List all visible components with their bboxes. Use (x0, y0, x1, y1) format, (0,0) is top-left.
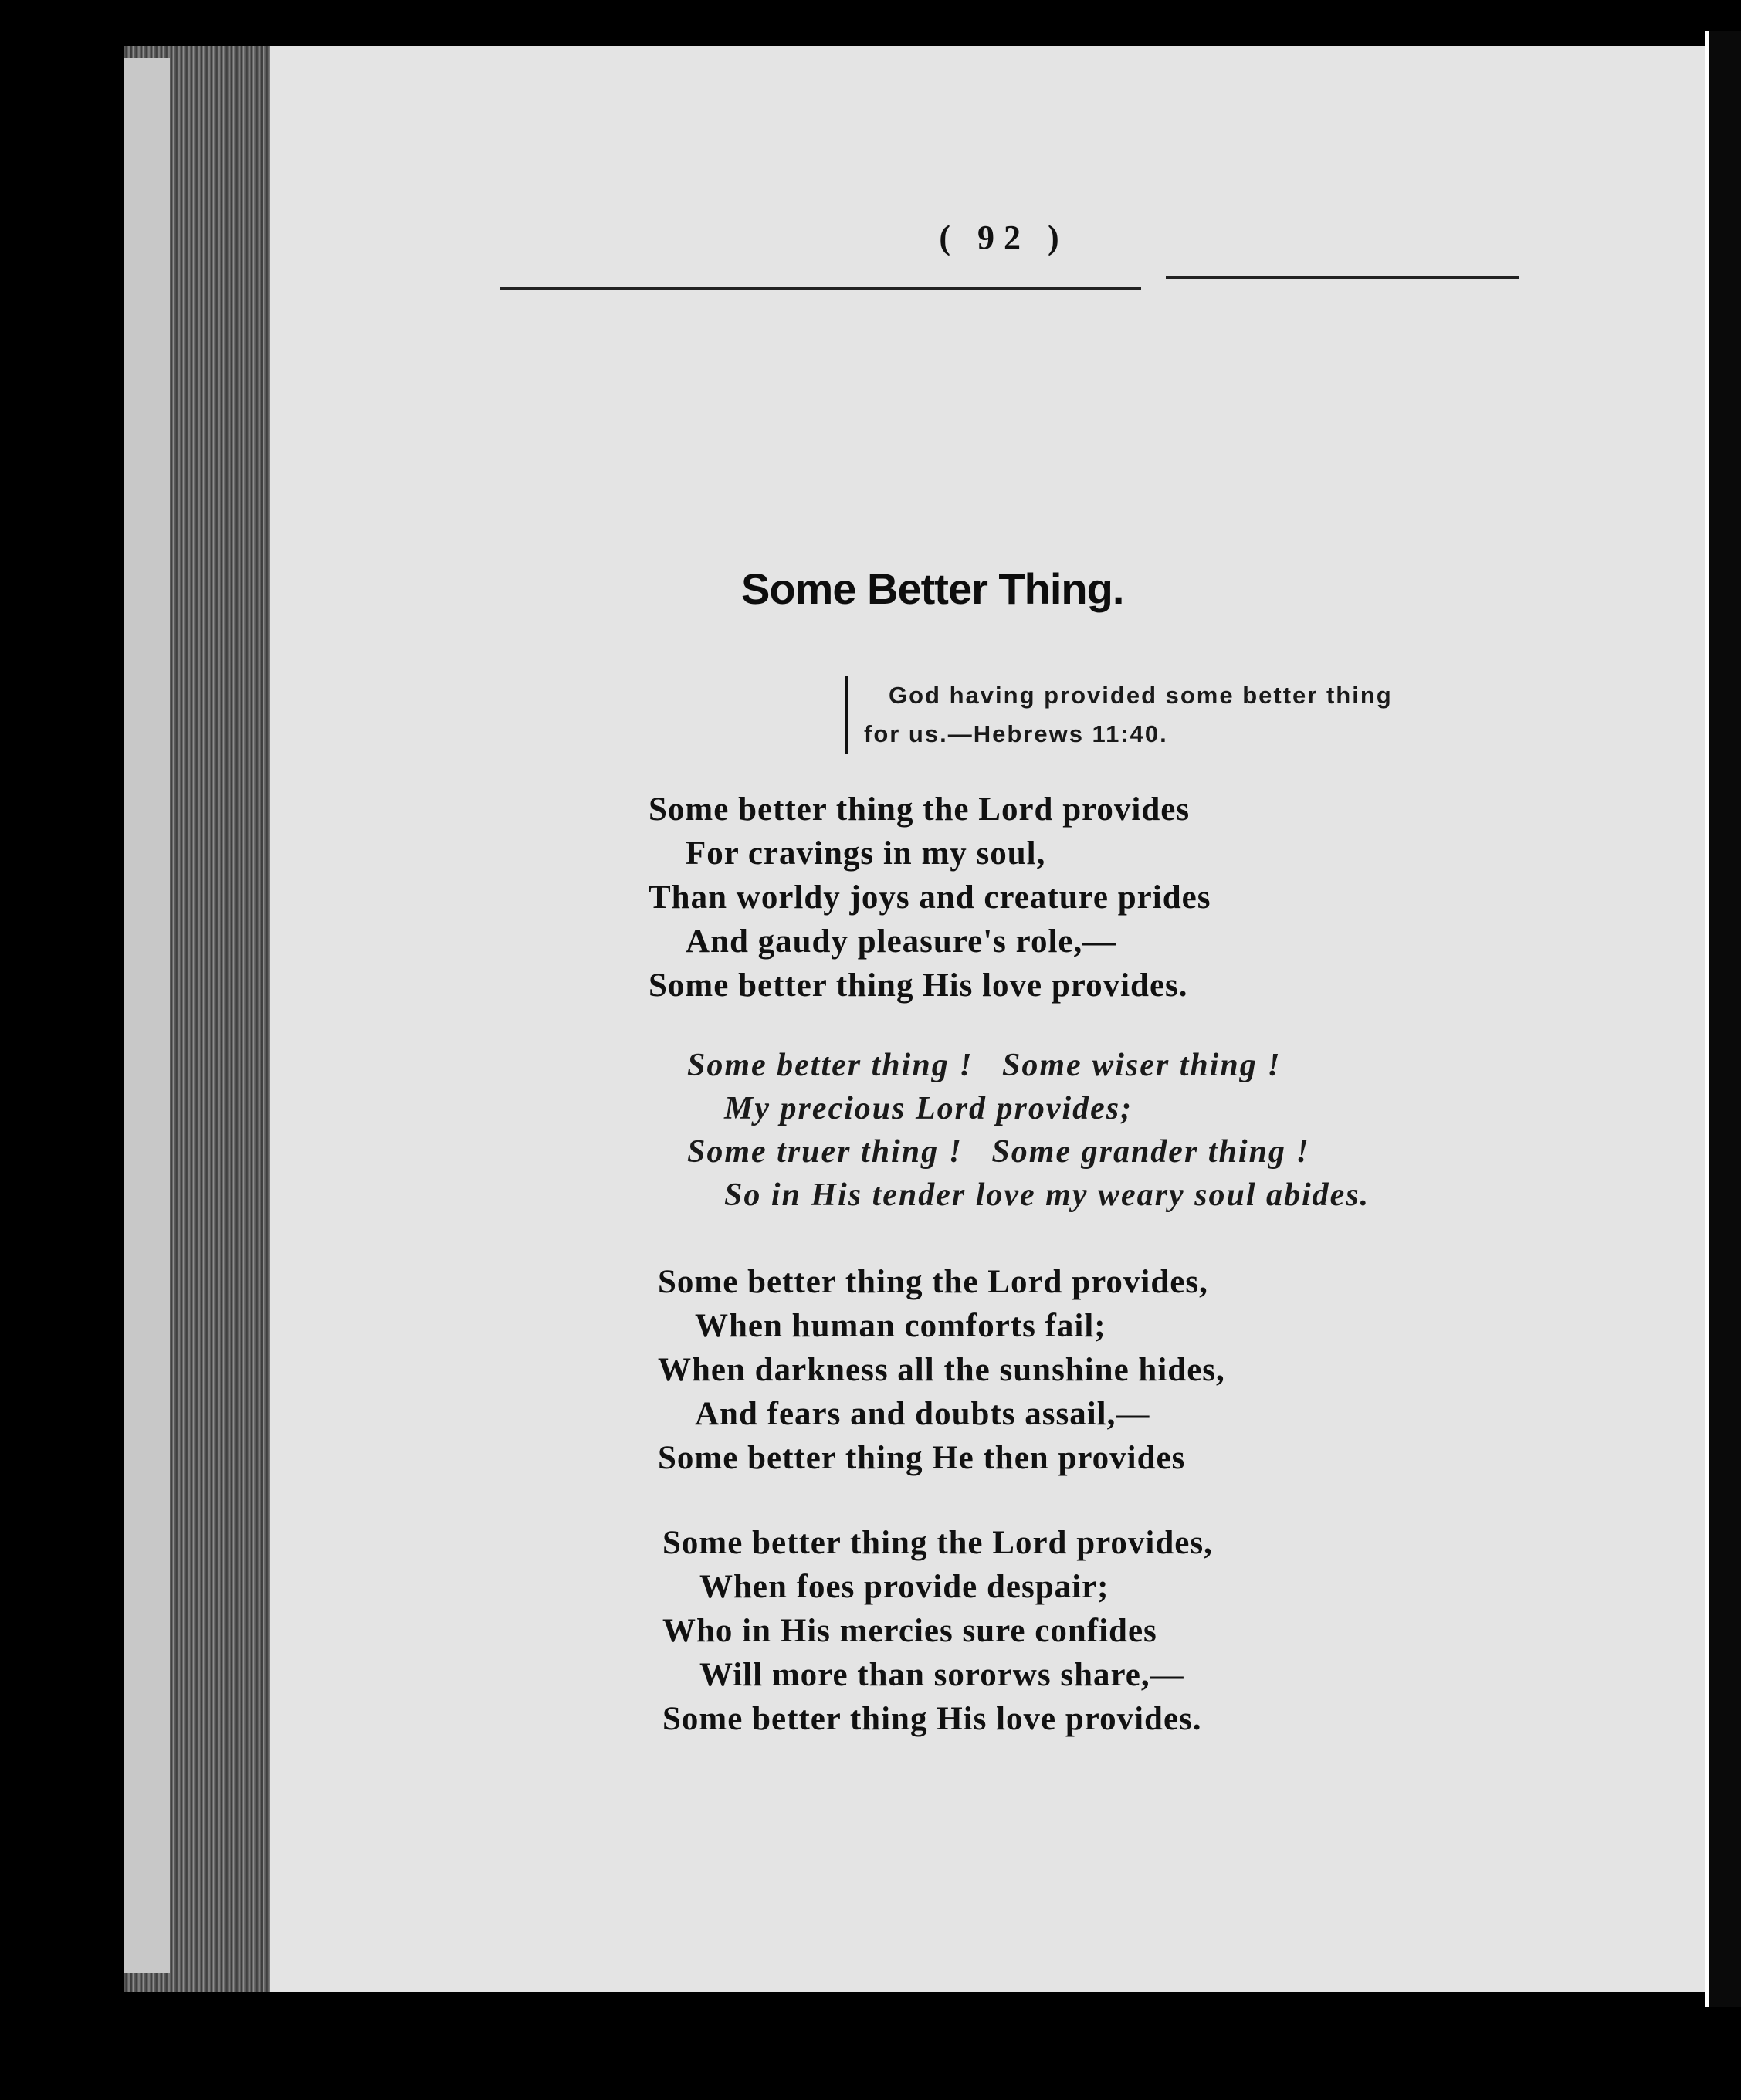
book-page-edges-light (124, 58, 170, 1973)
verse-line: When human comforts fail; (695, 1308, 1106, 1344)
verse-line: Some better thing the Lord provides (649, 791, 1191, 828)
stanza-1 (649, 788, 1211, 1008)
verse-line: Will more than sororws share,— (699, 1657, 1184, 1693)
chorus-line: My precious Lord provides; (724, 1091, 1133, 1126)
verse-line: Some better thing His love provides. (662, 1701, 1202, 1737)
verse-line: Some better thing He then provides (658, 1440, 1186, 1476)
verse-line: When foes provide despair; (699, 1569, 1109, 1605)
verse-line: Than worldy joys and creature prides (649, 879, 1211, 916)
epigraph-line: for us.—Hebrews 11:40. (864, 720, 1168, 747)
verse-line: And fears and doubts assail,— (695, 1396, 1150, 1432)
right-page-edge (1705, 31, 1741, 2007)
verse-line: Some better thing the Lord provides, (658, 1264, 1208, 1300)
header-rule-right (1166, 276, 1519, 279)
page-number: ( 92 ) (939, 218, 1069, 256)
epigraph-line: God having provided some better thing (889, 682, 1393, 709)
stanza-3 (662, 1521, 1213, 1741)
verse-line: And gaudy pleasure's role,— (686, 923, 1117, 960)
verse-line: Some better thing the Lord provides, (662, 1525, 1213, 1561)
chorus-line: So in His tender love my weary soul abides. (724, 1177, 1370, 1213)
chorus-line: Some truer thing ! Some grander thing ! (687, 1134, 1310, 1170)
verse-line: Who in His mercies sure confides (662, 1613, 1157, 1649)
epigraph (845, 676, 1559, 754)
stanza-2 (658, 1260, 1225, 1480)
verse-line: Some better thing His love provides. (649, 967, 1188, 1004)
header-rule-left (500, 287, 1141, 290)
verse-line: For cravings in my soul, (686, 835, 1046, 872)
chorus (687, 1044, 1370, 1217)
poem-title: Some Better Thing. (741, 564, 1124, 613)
verse-line: When darkness all the sunshine hides, (658, 1352, 1225, 1388)
chorus-line: Some better thing ! Some wiser thing ! (687, 1048, 1282, 1083)
